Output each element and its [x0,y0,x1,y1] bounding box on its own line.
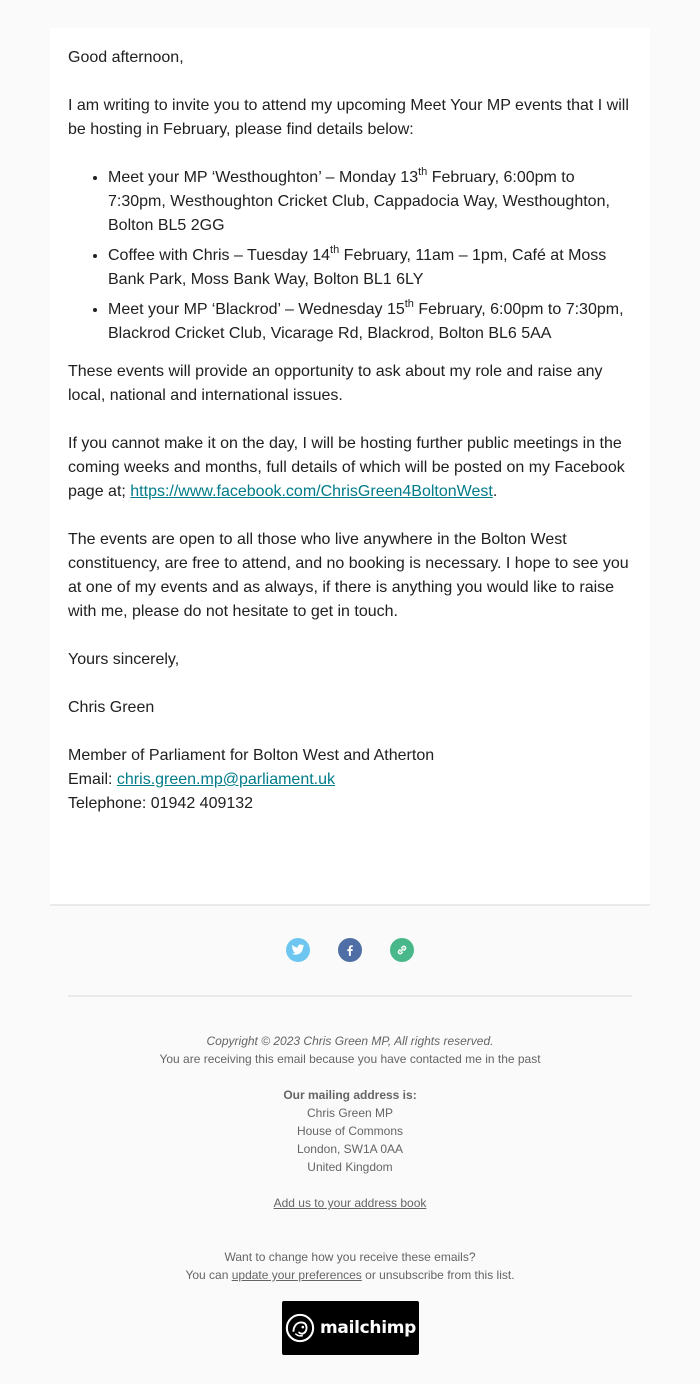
signature-contact [68,744,632,816]
card-divider [50,904,650,906]
address-line: Chris Green MP [306,1106,394,1120]
email-address-link[interactable]: chris.green.mp@parliament.uk [116,771,336,788]
open-events-paragraph: The events are open to all those who live anywhere in the Bolton West constituency, are free to attend, and no booking is necessary. I hope to see you at one of my events and as always, if there is anything you would like to raise with me, please do not hesitate to get in touch. [68,531,629,620]
signature-role: Member of Parliament for Bolton West and Atherton [68,747,435,764]
email-body-card [50,28,650,904]
change-preferences-question: Want to change how you receive these emails? [224,1250,476,1264]
mailchimp-badge[interactable] [282,1301,419,1355]
intro-paragraph: I am writing to invite you to attend my upcoming Meet Your MP events that I will be hosting in February, please find details below: [68,97,629,138]
add-to-address-book-link[interactable]: Add us to your address book [273,1196,427,1210]
signature-telephone: Telephone: 01942 409132 [68,795,254,812]
list-item: • Coffee with Chris – Tuesday 14th February, 11am – 1pm, Café at Moss Bank Park, Moss Bank Way, Bolton BL1 6LY [108,244,632,292]
footer-divider [68,995,632,997]
facebook-icon[interactable] [338,938,362,962]
subscription-reason: You are receiving this email because you have contacted me in the past [159,1052,541,1066]
address-line: London, SW1A 0AA [296,1142,404,1156]
events-paragraph: These events will provide an opportunity to ask about my role and raise any local, national and international issues. [68,363,603,404]
mailchimp-wordmark: mailchimp [319,1318,417,1338]
greeting: Good afternoon, [68,49,184,66]
update-preferences-link[interactable]: update your preferences [231,1268,362,1282]
mailchimp-logo-icon [285,1313,315,1343]
list-item: • Meet your MP ‘Westhoughton’ – Monday 13th February, 6:00pm to 7:30pm, Westhoughton Cricket Club, Cappadocia Way, Westhoughton, Bolton BL5 2GG [108,166,632,238]
events-list [68,166,632,346]
further-meetings-paragraph: If you cannot make it on the day, I will be hosting further public meetings in the coming weeks and months, full details of which will be posted on my Facebook page at; https://www.facebook.com/ChrisGreen4BoltonWest. [68,435,625,500]
twitter-icon[interactable] [286,938,310,962]
list-item: • Meet your MP ‘Blackrod’ – Wednesday 15th February, 6:00pm to 7:30pm, Blackrod Cricket Club, Vicarage Rd, Blackrod, Bolton BL6 5AA [108,298,632,346]
signature-email: Email: chris.green.mp@parliament.uk [68,771,336,788]
social-links [0,938,700,962]
signature-name: Chris Green [68,699,155,716]
address-line: United Kingdom [307,1160,393,1174]
signoff: Yours sincerely, [68,651,180,668]
footer [0,1032,700,1284]
mailing-address-heading: Our mailing address is: [283,1088,417,1102]
preferences-line: You can update your preferences or unsubscribe from this list. [185,1268,515,1282]
address-line: House of Commons [296,1124,404,1138]
facebook-page-link[interactable]: https://www.facebook.com/ChrisGreen4BoltonWest [130,483,493,500]
copyright-text: Copyright © 2023 Chris Green MP, All rights reserved. [206,1034,494,1048]
link-icon[interactable] [390,938,414,962]
